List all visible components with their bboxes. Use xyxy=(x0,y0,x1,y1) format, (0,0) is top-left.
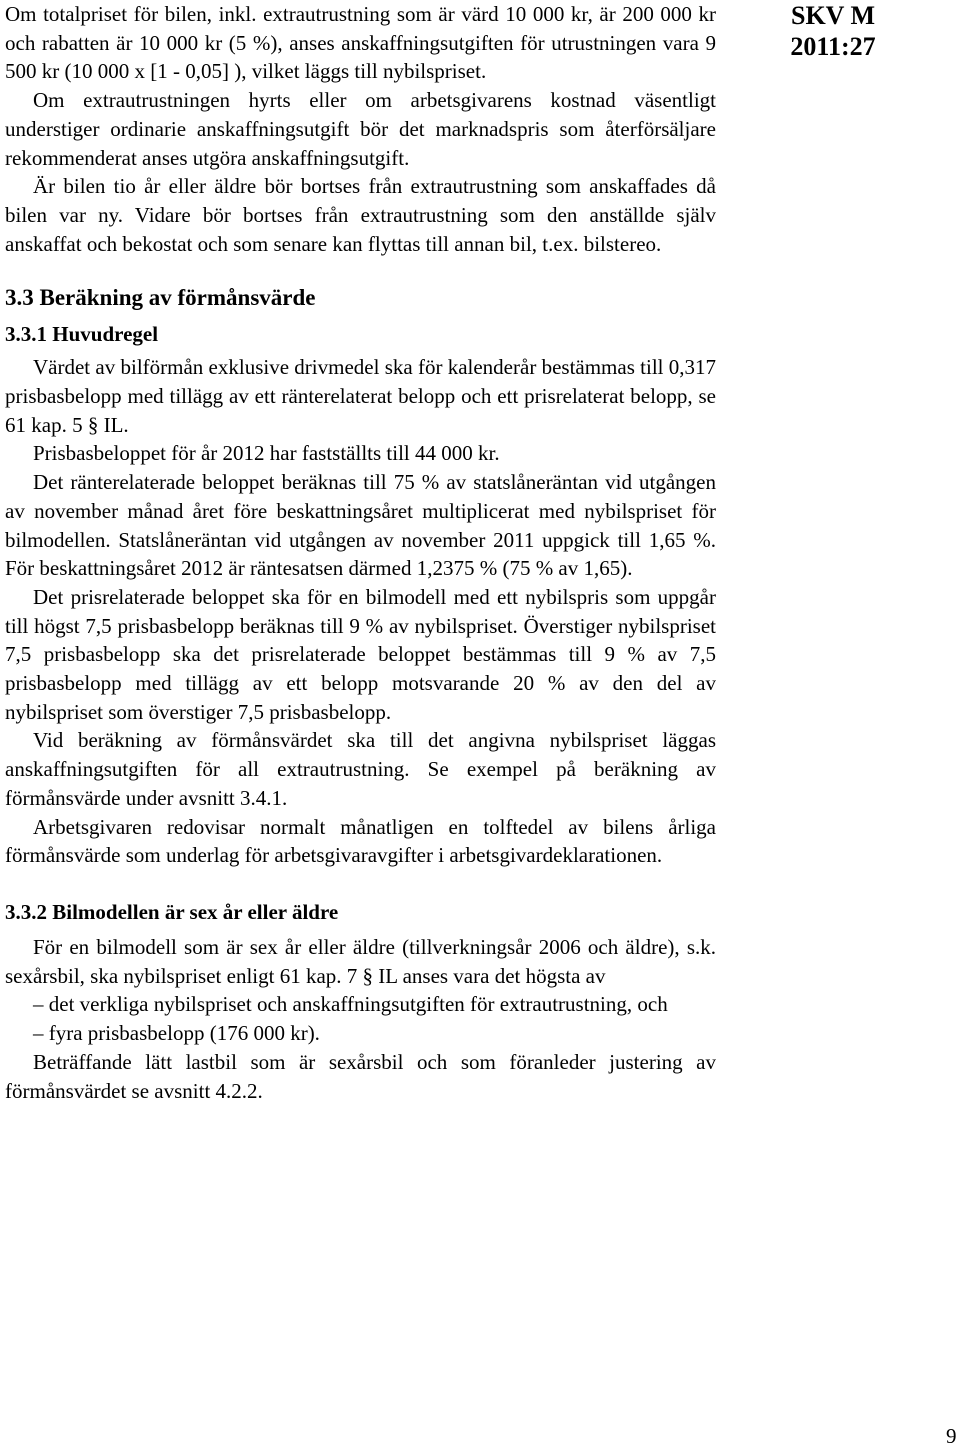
intro-paragraph-2: Om extrautrustningen hyrts eller om arbetsgivarens kostnad väsentligt understiger ordinarie anskaffningsutgift bör det marknadspris som återförsäljare rekommenderat anses utgöra anskaffningsutgift. xyxy=(5,88,716,170)
body-paragraph: Arbetsgivaren redovisar normalt månatligen en tolftedel av bilens årliga förmånsvärde som underlag för arbetsgivaravgifter i arbetsgivardeklarationen. xyxy=(5,814,716,868)
body-paragraph: Värdet av bilförmån exklusive drivmedel ska för kalenderår bestämmas till 0,317 prisbasbelopp med tillägg av ett ränterelaterat belopp och ett prisrelaterat belopp, se 61 kap. 5 § IL. xyxy=(5,355,716,437)
reference-line-2: 2011:27 xyxy=(790,32,876,61)
body-paragraph: För en bilmodell som är sex år eller äldre (tillverkningsår 2006 och äldre), s.k. sexårsbil, ska nybilspriset enligt 61 kap. 7 § IL anses vara det högsta av xyxy=(5,934,716,988)
list-item: – fyra prisbasbelopp (176 000 kr). xyxy=(33,1021,320,1046)
subsection-3-3-2-body xyxy=(5,933,716,1105)
body-paragraph: Det prisrelaterade beloppet ska för en bilmodell med ett nybilspris som uppgår till högst 7,5 prisbasbelopp beräknas till 9 % av nybilspriset. Överstiger nybilspriset 7,5 prisbasbelopp ska det prisrelaterade beloppet bestämmas till 9 % av 7,5 prisbasbelopp med tillägg av ett belopp motsvarande 20 % av den del av nybilspriset som överstiger 7,5 prisbasbelopp. xyxy=(5,584,716,724)
subsection-heading-3-3-1: 3.3.1 Huvudregel xyxy=(5,322,159,347)
page-number: 9 xyxy=(946,1424,957,1448)
intro-paragraph-3: Är bilen tio år eller äldre bör bortses från extrautrustning som anskaffades då bilen var ny. Vidare bör bortses från extrautrustning som den anställde själv anskaffat och bekostat och som senare kan flyttas till annan bil, t.ex. bilstereo. xyxy=(5,174,716,256)
body-paragraph: Vid beräkning av förmånsvärdet ska till det angivna nybilspriset läggas anskaffningsutgiften för all extrautrustning. Se exempel på beräkning av förmånsvärde under avsnitt 3.4.1. xyxy=(5,728,716,810)
subsection-heading-3-3-2: 3.3.2 Bilmodellen är sex år eller äldre xyxy=(5,899,339,924)
main-text-column xyxy=(5,0,716,1105)
document-reference xyxy=(778,0,888,62)
reference-line-1: SKV M xyxy=(790,1,876,30)
intro-paragraph-1: Om totalpriset för bilen, inkl. extrautrustning som är värd 10 000 kr, är 200 000 kr och rabatten är 10 000 kr (5 %), anses anskaffningsutgiften för utrustningen vara 9 500 kr (10 000 x [1 - 0,05] ), vilket läggs till nybilspriset. xyxy=(5,2,716,84)
body-paragraph: Det ränterelaterade beloppet beräknas till 75 % av statslåneräntan vid utgången av november månad året före beskattningsåret multiplicerat med nybilspriset för bilmodellen. Statslåneräntan vid utgången av november 2011 uppgick till 1,65 %. För beskattningsåret 2012 är räntesatsen därmed 1,2375 % (75 % av 1,65). xyxy=(5,470,716,581)
body-paragraph: Beträffande lätt lastbil som är sexårsbil och som föranleder justering av förmånsvärdet se avsnitt 4.2.2. xyxy=(5,1049,716,1103)
subsection-3-3-1-body xyxy=(5,353,716,870)
body-paragraph: Prisbasbeloppet för år 2012 har fastställts till 44 000 kr. xyxy=(33,441,500,466)
dash-list xyxy=(5,990,716,1047)
list-item: – det verkliga nybilspriset och anskaffningsutgiften för extrautrustning, och xyxy=(33,992,668,1017)
section-heading-3-3: 3.3 Beräkning av förmånsvärde xyxy=(5,285,316,311)
